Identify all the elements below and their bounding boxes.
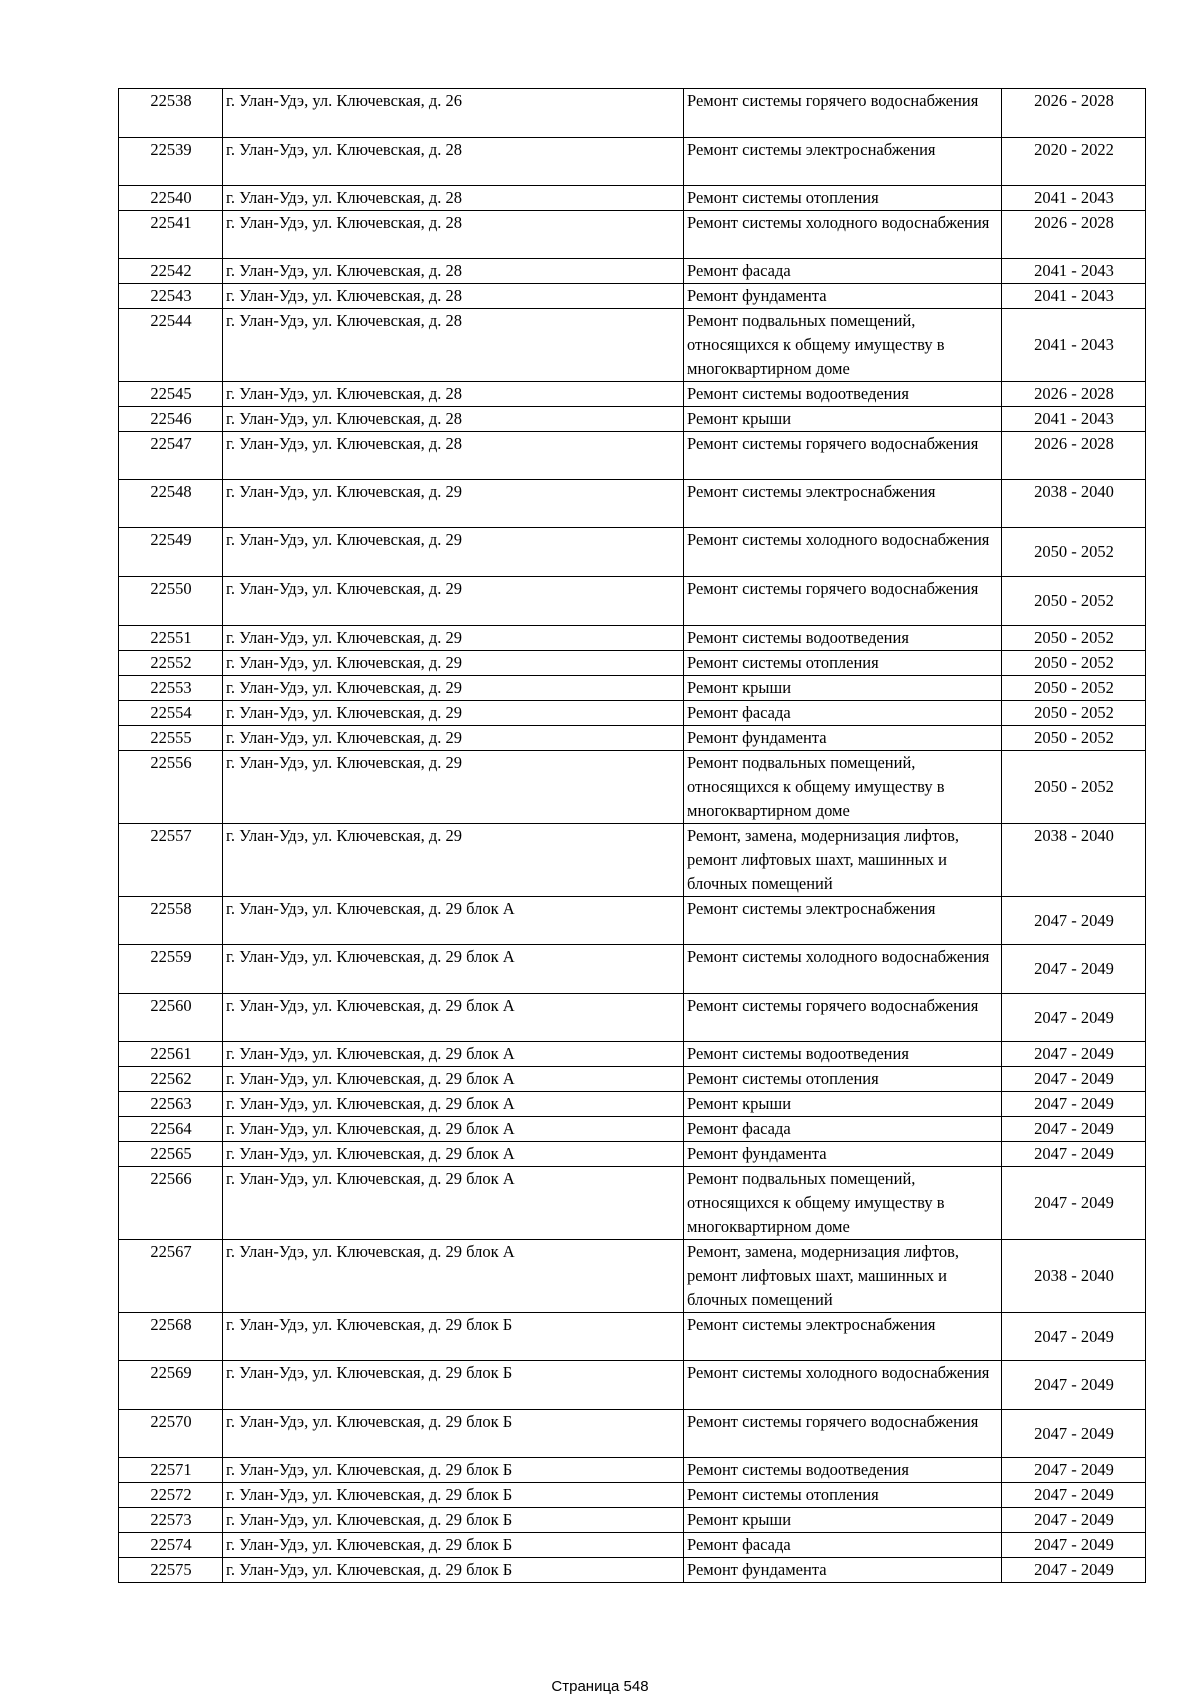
table-row <box>119 577 1146 626</box>
row-work-type: Ремонт системы холодного водоснабжения <box>684 528 1002 577</box>
row-work-type: Ремонт системы отопления <box>684 186 1002 211</box>
row-number: 22539 <box>119 138 223 186</box>
row-period: 2050 - 2052 <box>1002 751 1146 824</box>
row-number: 22575 <box>119 1558 223 1583</box>
table-row <box>119 626 1146 651</box>
row-number: 22545 <box>119 382 223 407</box>
row-address: г. Улан-Удэ, ул. Ключевская, д. 29 блок Б <box>223 1533 684 1558</box>
table-row <box>119 1458 1146 1483</box>
table-row <box>119 1042 1146 1067</box>
row-address: г. Улан-Удэ, ул. Ключевская, д. 28 <box>223 309 684 382</box>
row-address: г. Улан-Удэ, ул. Ключевская, д. 28 <box>223 186 684 211</box>
row-address: г. Улан-Удэ, ул. Ключевская, д. 29 <box>223 480 684 528</box>
row-number: 22562 <box>119 1067 223 1092</box>
row-period: 2047 - 2049 <box>1002 1313 1146 1361</box>
row-period: 2047 - 2049 <box>1002 994 1146 1042</box>
table-row <box>119 480 1146 528</box>
row-period: 2050 - 2052 <box>1002 676 1146 701</box>
row-work-type: Ремонт системы горячего водоснабжения <box>684 994 1002 1042</box>
row-work-type: Ремонт системы электроснабжения <box>684 897 1002 945</box>
table-row <box>119 1067 1146 1092</box>
table-row <box>119 528 1146 577</box>
table-row <box>119 726 1146 751</box>
table-row <box>119 945 1146 994</box>
table-body <box>119 89 1146 1583</box>
row-period: 2041 - 2043 <box>1002 186 1146 211</box>
row-number: 22573 <box>119 1508 223 1533</box>
row-work-type: Ремонт крыши <box>684 1092 1002 1117</box>
row-work-type: Ремонт фасада <box>684 1117 1002 1142</box>
row-period: 2041 - 2043 <box>1002 259 1146 284</box>
row-address: г. Улан-Удэ, ул. Ключевская, д. 29 блок А <box>223 994 684 1042</box>
row-period: 2038 - 2040 <box>1002 1240 1146 1313</box>
row-number: 22558 <box>119 897 223 945</box>
row-number: 22549 <box>119 528 223 577</box>
table-row <box>119 1410 1146 1458</box>
table-row <box>119 824 1146 897</box>
table-row <box>119 751 1146 824</box>
row-number: 22547 <box>119 432 223 480</box>
row-period: 2047 - 2049 <box>1002 1142 1146 1167</box>
row-period: 2047 - 2049 <box>1002 945 1146 994</box>
row-address: г. Улан-Удэ, ул. Ключевская, д. 29 блок А <box>223 1240 684 1313</box>
row-work-type: Ремонт системы горячего водоснабжения <box>684 432 1002 480</box>
row-address: г. Улан-Удэ, ул. Ключевская, д. 29 <box>223 528 684 577</box>
row-period: 2050 - 2052 <box>1002 701 1146 726</box>
table-row <box>119 1142 1146 1167</box>
table-row <box>119 407 1146 432</box>
row-work-type: Ремонт системы отопления <box>684 1483 1002 1508</box>
row-number: 22564 <box>119 1117 223 1142</box>
row-work-type: Ремонт системы холодного водоснабжения <box>684 1361 1002 1410</box>
row-work-type: Ремонт системы горячего водоснабжения <box>684 577 1002 626</box>
row-address: г. Улан-Удэ, ул. Ключевская, д. 29 <box>223 751 684 824</box>
row-work-type: Ремонт подвальных помещений, относящихся к общему имуществу в многоквартирном доме <box>684 1167 1002 1240</box>
row-address: г. Улан-Удэ, ул. Ключевская, д. 28 <box>223 407 684 432</box>
row-number: 22552 <box>119 651 223 676</box>
table-row <box>119 1508 1146 1533</box>
row-period: 2047 - 2049 <box>1002 1167 1146 1240</box>
table-row <box>119 1483 1146 1508</box>
row-period: 2041 - 2043 <box>1002 407 1146 432</box>
row-address: г. Улан-Удэ, ул. Ключевская, д. 29 блок Б <box>223 1508 684 1533</box>
row-number: 22550 <box>119 577 223 626</box>
row-address: г. Улан-Удэ, ул. Ключевская, д. 29 <box>223 824 684 897</box>
row-address: г. Улан-Удэ, ул. Ключевская, д. 29 блок А <box>223 1067 684 1092</box>
row-number: 22570 <box>119 1410 223 1458</box>
row-number: 22553 <box>119 676 223 701</box>
row-address: г. Улан-Удэ, ул. Ключевская, д. 29 блок Б <box>223 1483 684 1508</box>
row-period: 2050 - 2052 <box>1002 528 1146 577</box>
row-work-type: Ремонт фундамента <box>684 1558 1002 1583</box>
row-address: г. Улан-Удэ, ул. Ключевская, д. 29 блок Б <box>223 1410 684 1458</box>
row-address: г. Улан-Удэ, ул. Ключевская, д. 26 <box>223 89 684 138</box>
table-row <box>119 1533 1146 1558</box>
row-period: 2047 - 2049 <box>1002 1410 1146 1458</box>
row-number: 22568 <box>119 1313 223 1361</box>
table-row <box>119 651 1146 676</box>
row-period: 2047 - 2049 <box>1002 1092 1146 1117</box>
row-address: г. Улан-Удэ, ул. Ключевская, д. 28 <box>223 284 684 309</box>
table-row <box>119 897 1146 945</box>
row-period: 2047 - 2049 <box>1002 1533 1146 1558</box>
row-work-type: Ремонт системы отопления <box>684 651 1002 676</box>
row-period: 2047 - 2049 <box>1002 1508 1146 1533</box>
row-period: 2050 - 2052 <box>1002 577 1146 626</box>
row-period: 2047 - 2049 <box>1002 1067 1146 1092</box>
table-row <box>119 676 1146 701</box>
row-period: 2047 - 2049 <box>1002 897 1146 945</box>
row-address: г. Улан-Удэ, ул. Ключевская, д. 29 блок А <box>223 1167 684 1240</box>
table-row <box>119 1092 1146 1117</box>
row-address: г. Улан-Удэ, ул. Ключевская, д. 29 блок А <box>223 897 684 945</box>
row-number: 22554 <box>119 701 223 726</box>
row-address: г. Улан-Удэ, ул. Ключевская, д. 29 <box>223 577 684 626</box>
row-number: 22559 <box>119 945 223 994</box>
row-number: 22560 <box>119 994 223 1042</box>
row-address: г. Улан-Удэ, ул. Ключевская, д. 29 <box>223 726 684 751</box>
row-period: 2041 - 2043 <box>1002 284 1146 309</box>
row-period: 2047 - 2049 <box>1002 1117 1146 1142</box>
row-address: г. Улан-Удэ, ул. Ключевская, д. 29 блок А <box>223 945 684 994</box>
table-row <box>119 1167 1146 1240</box>
row-address: г. Улан-Удэ, ул. Ключевская, д. 29 блок А <box>223 1092 684 1117</box>
row-period: 2038 - 2040 <box>1002 480 1146 528</box>
row-number: 22542 <box>119 259 223 284</box>
row-period: 2047 - 2049 <box>1002 1558 1146 1583</box>
row-address: г. Улан-Удэ, ул. Ключевская, д. 29 <box>223 651 684 676</box>
row-address: г. Улан-Удэ, ул. Ключевская, д. 29 <box>223 626 684 651</box>
table-row <box>119 284 1146 309</box>
table-row <box>119 211 1146 259</box>
row-address: г. Улан-Удэ, ул. Ключевская, д. 29 блок А <box>223 1042 684 1067</box>
row-period: 2026 - 2028 <box>1002 89 1146 138</box>
row-period: 2050 - 2052 <box>1002 651 1146 676</box>
row-work-type: Ремонт, замена, модернизация лифтов, ремонт лифтовых шахт, машинных и блочных помещений <box>684 824 1002 897</box>
row-work-type: Ремонт, замена, модернизация лифтов, ремонт лифтовых шахт, машинных и блочных помещений <box>684 1240 1002 1313</box>
row-work-type: Ремонт системы горячего водоснабжения <box>684 1410 1002 1458</box>
table-row <box>119 1313 1146 1361</box>
table-row <box>119 701 1146 726</box>
row-address: г. Улан-Удэ, ул. Ключевская, д. 28 <box>223 432 684 480</box>
row-number: 22551 <box>119 626 223 651</box>
row-period: 2041 - 2043 <box>1002 309 1146 382</box>
row-number: 22556 <box>119 751 223 824</box>
row-period: 2047 - 2049 <box>1002 1042 1146 1067</box>
row-work-type: Ремонт фундамента <box>684 1142 1002 1167</box>
row-address: г. Улан-Удэ, ул. Ключевская, д. 29 <box>223 701 684 726</box>
table-row <box>119 309 1146 382</box>
row-work-type: Ремонт системы электроснабжения <box>684 138 1002 186</box>
row-number: 22563 <box>119 1092 223 1117</box>
row-period: 2026 - 2028 <box>1002 211 1146 259</box>
row-period: 2026 - 2028 <box>1002 382 1146 407</box>
row-address: г. Улан-Удэ, ул. Ключевская, д. 29 блок Б <box>223 1558 684 1583</box>
row-work-type: Ремонт фундамента <box>684 726 1002 751</box>
row-work-type: Ремонт системы водоотведения <box>684 1042 1002 1067</box>
row-number: 22541 <box>119 211 223 259</box>
row-address: г. Улан-Удэ, ул. Ключевская, д. 29 блок А <box>223 1142 684 1167</box>
row-period: 2047 - 2049 <box>1002 1361 1146 1410</box>
row-work-type: Ремонт фасада <box>684 259 1002 284</box>
row-number: 22572 <box>119 1483 223 1508</box>
row-address: г. Улан-Удэ, ул. Ключевская, д. 28 <box>223 211 684 259</box>
repair-schedule-table <box>118 88 1146 1583</box>
row-number: 22561 <box>119 1042 223 1067</box>
row-number: 22544 <box>119 309 223 382</box>
row-work-type: Ремонт подвальных помещений, относящихся к общему имуществу в многоквартирном доме <box>684 309 1002 382</box>
row-work-type: Ремонт фундамента <box>684 284 1002 309</box>
row-number: 22548 <box>119 480 223 528</box>
row-work-type: Ремонт системы водоотведения <box>684 626 1002 651</box>
row-period: 2026 - 2028 <box>1002 432 1146 480</box>
row-number: 22569 <box>119 1361 223 1410</box>
row-period: 2047 - 2049 <box>1002 1458 1146 1483</box>
row-work-type: Ремонт фасада <box>684 701 1002 726</box>
row-address: г. Улан-Удэ, ул. Ключевская, д. 29 блок Б <box>223 1361 684 1410</box>
table-row <box>119 186 1146 211</box>
row-address: г. Улан-Удэ, ул. Ключевская, д. 29 <box>223 676 684 701</box>
table-row <box>119 89 1146 138</box>
row-number: 22555 <box>119 726 223 751</box>
row-number: 22574 <box>119 1533 223 1558</box>
row-work-type: Ремонт системы горячего водоснабжения <box>684 89 1002 138</box>
row-address: г. Улан-Удэ, ул. Ключевская, д. 28 <box>223 259 684 284</box>
row-work-type: Ремонт крыши <box>684 1508 1002 1533</box>
row-address: г. Улан-Удэ, ул. Ключевская, д. 28 <box>223 138 684 186</box>
row-work-type: Ремонт системы электроснабжения <box>684 1313 1002 1361</box>
row-work-type: Ремонт крыши <box>684 676 1002 701</box>
row-work-type: Ремонт системы холодного водоснабжения <box>684 211 1002 259</box>
row-work-type: Ремонт системы отопления <box>684 1067 1002 1092</box>
row-work-type: Ремонт системы холодного водоснабжения <box>684 945 1002 994</box>
row-number: 22565 <box>119 1142 223 1167</box>
row-period: 2038 - 2040 <box>1002 824 1146 897</box>
table-row <box>119 382 1146 407</box>
row-work-type: Ремонт системы электроснабжения <box>684 480 1002 528</box>
table-row <box>119 1117 1146 1142</box>
row-work-type: Ремонт системы водоотведения <box>684 382 1002 407</box>
row-work-type: Ремонт подвальных помещений, относящихся к общему имуществу в многоквартирном доме <box>684 751 1002 824</box>
row-work-type: Ремонт крыши <box>684 407 1002 432</box>
page-number: Страница 548 <box>551 1678 649 1695</box>
row-period: 2050 - 2052 <box>1002 726 1146 751</box>
row-number: 22566 <box>119 1167 223 1240</box>
row-number: 22543 <box>119 284 223 309</box>
table-row <box>119 994 1146 1042</box>
row-number: 22567 <box>119 1240 223 1313</box>
row-number: 22540 <box>119 186 223 211</box>
row-address: г. Улан-Удэ, ул. Ключевская, д. 29 блок Б <box>223 1313 684 1361</box>
table-row <box>119 1361 1146 1410</box>
row-address: г. Улан-Удэ, ул. Ключевская, д. 28 <box>223 382 684 407</box>
table-row <box>119 432 1146 480</box>
row-number: 22571 <box>119 1458 223 1483</box>
row-address: г. Улан-Удэ, ул. Ключевская, д. 29 блок А <box>223 1117 684 1142</box>
row-period: 2050 - 2052 <box>1002 626 1146 651</box>
table-row <box>119 259 1146 284</box>
row-number: 22557 <box>119 824 223 897</box>
row-address: г. Улан-Удэ, ул. Ключевская, д. 29 блок Б <box>223 1458 684 1483</box>
row-period: 2047 - 2049 <box>1002 1483 1146 1508</box>
row-work-type: Ремонт системы водоотведения <box>684 1458 1002 1483</box>
row-number: 22538 <box>119 89 223 138</box>
row-work-type: Ремонт фасада <box>684 1533 1002 1558</box>
table-row <box>119 138 1146 186</box>
row-period: 2020 - 2022 <box>1002 138 1146 186</box>
row-number: 22546 <box>119 407 223 432</box>
table-row <box>119 1558 1146 1583</box>
table-row <box>119 1240 1146 1313</box>
